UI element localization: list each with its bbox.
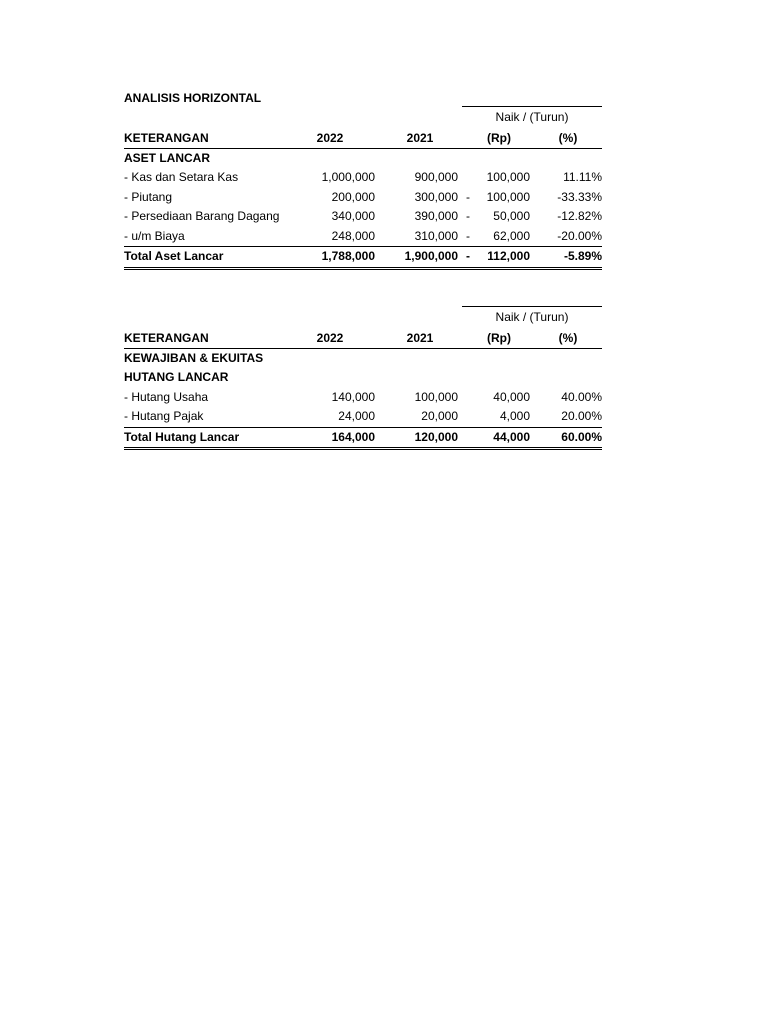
row-sign bbox=[464, 407, 472, 427]
row-2021: 900,000 bbox=[414, 170, 458, 184]
row-rp: 100,000 bbox=[486, 189, 530, 204]
total-label: Total Aset Lancar bbox=[124, 249, 224, 263]
row-pct: -33.33% bbox=[557, 189, 602, 204]
change-group-header: Naik / (Turun) bbox=[462, 106, 602, 127]
sheet-title: ANALISIS HORIZONTAL bbox=[124, 91, 262, 105]
col-rp: (Rp) bbox=[487, 130, 511, 145]
row-2022: 200,000 bbox=[331, 189, 375, 204]
row-label: - Persediaan Barang Dagang bbox=[124, 209, 280, 223]
row-pct: -20.00% bbox=[557, 228, 602, 243]
row-2021: 300,000 bbox=[414, 189, 458, 204]
total-rp: 44,000 bbox=[493, 429, 530, 444]
table-row bbox=[124, 227, 602, 247]
row-sign: - bbox=[466, 228, 470, 243]
row-2022: 1,000,000 bbox=[321, 170, 375, 184]
section-heading-label: ASET LANCAR bbox=[124, 150, 210, 165]
table-row bbox=[124, 207, 602, 227]
row-label: - Piutang bbox=[124, 189, 173, 204]
col-keterangan: KETERANGAN bbox=[124, 130, 209, 145]
row-2021: 310,000 bbox=[414, 228, 458, 243]
col-2021: 2021 bbox=[406, 330, 434, 345]
row-sign bbox=[464, 168, 472, 188]
col-pct: (%) bbox=[558, 330, 578, 345]
total-sign bbox=[464, 428, 472, 448]
section-heading-label: KEWAJIBAN & EKUITAS bbox=[124, 350, 264, 365]
row-pct: 20.00% bbox=[561, 409, 602, 423]
row-2022: 140,000 bbox=[331, 389, 375, 404]
row-rp: 50,000 bbox=[493, 209, 530, 223]
row-rp: 62,000 bbox=[493, 228, 530, 243]
row-2022: 340,000 bbox=[331, 209, 375, 223]
row-sign: - bbox=[466, 189, 470, 204]
col-rp: (Rp) bbox=[487, 330, 511, 345]
liability-table bbox=[124, 308, 602, 450]
col-2021: 2021 bbox=[406, 130, 434, 145]
row-sign bbox=[464, 388, 472, 408]
row-label: - Kas dan Setara Kas bbox=[124, 170, 239, 184]
group-header-row bbox=[124, 108, 602, 128]
table-row bbox=[124, 168, 602, 188]
row-pct: 11.11% bbox=[563, 170, 602, 184]
row-label: - Hutang Pajak bbox=[124, 409, 204, 423]
total-label: Total Hutang Lancar bbox=[124, 429, 240, 444]
col-2022: 2022 bbox=[316, 330, 344, 345]
asset-table bbox=[124, 108, 602, 270]
row-2022: 248,000 bbox=[331, 228, 375, 243]
column-header-row bbox=[124, 328, 602, 349]
column-header-row bbox=[124, 128, 602, 149]
total-2021: 120,000 bbox=[414, 429, 458, 444]
total-2021: 1,900,000 bbox=[404, 249, 458, 263]
row-rp: 100,000 bbox=[486, 170, 530, 184]
total-pct: 60.00% bbox=[561, 429, 602, 444]
row-label: - u/m Biaya bbox=[124, 228, 185, 243]
section-heading bbox=[124, 149, 602, 169]
row-pct: 40.00% bbox=[561, 389, 602, 404]
table-row bbox=[124, 188, 602, 208]
col-2022: 2022 bbox=[316, 130, 344, 145]
total-row bbox=[124, 427, 602, 451]
table-row bbox=[124, 407, 602, 427]
col-keterangan: KETERANGAN bbox=[124, 330, 209, 345]
row-rp: 40,000 bbox=[493, 389, 530, 404]
row-2021: 100,000 bbox=[414, 389, 458, 404]
total-2022: 164,000 bbox=[331, 429, 375, 444]
total-rp: 112,000 bbox=[487, 249, 530, 263]
total-sign: - bbox=[466, 249, 470, 263]
section-heading bbox=[124, 349, 602, 369]
total-pct: -5.89% bbox=[563, 249, 602, 263]
col-pct: (%) bbox=[558, 130, 578, 145]
section-heading bbox=[124, 368, 602, 388]
row-label: - Hutang Usaha bbox=[124, 389, 209, 404]
row-sign: - bbox=[466, 209, 470, 223]
row-2022: 24,000 bbox=[338, 409, 375, 423]
total-2022: 1,788,000 bbox=[321, 249, 375, 263]
row-rp: 4,000 bbox=[499, 409, 530, 423]
table-row bbox=[124, 388, 602, 408]
row-2021: 20,000 bbox=[421, 409, 458, 423]
change-group-header: Naik / (Turun) bbox=[462, 306, 602, 327]
row-pct: -12.82% bbox=[557, 209, 602, 223]
total-row bbox=[124, 246, 602, 270]
row-2021: 390,000 bbox=[414, 209, 458, 223]
section-heading-label: HUTANG LANCAR bbox=[124, 370, 229, 384]
group-header-row bbox=[124, 308, 602, 328]
